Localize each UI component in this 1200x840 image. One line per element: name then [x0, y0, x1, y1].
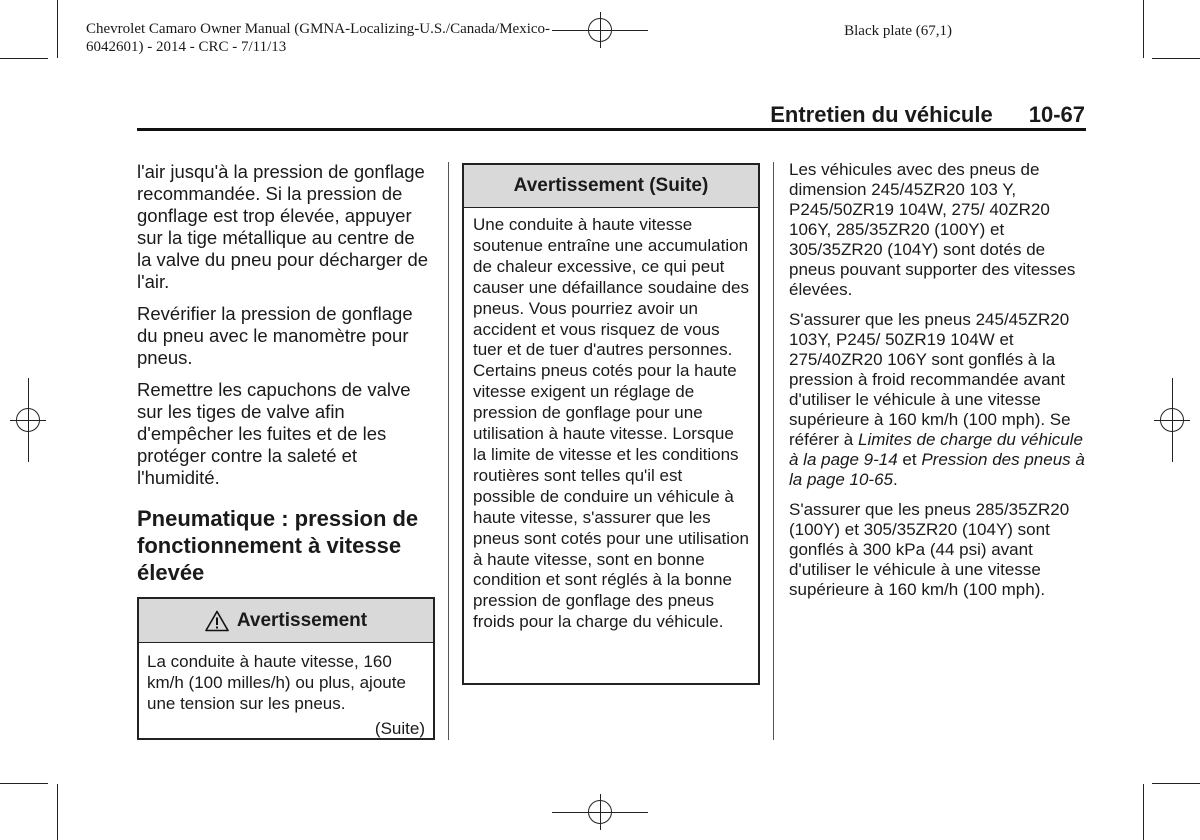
- page-header: [770, 102, 1085, 128]
- warning-triangle-icon: [205, 610, 229, 632]
- subheading: Pneumatique : pression de fonctionnement à vitesse élevée: [137, 506, 419, 585]
- paragraph: S'assurer que les pneus 285/35ZR20 (100Y) et 305/35ZR20 (104Y) sont gonflés à 300 kPa (44 psi) avant d'utiliser le véhicule à une vitesse supérieure à 160 km/h (100 mph).: [789, 500, 1070, 599]
- column-1: [137, 161, 432, 586]
- cross-reference-link[interactable]: Pression des pneus à la page 10-65: [789, 450, 1085, 489]
- column-divider: [773, 162, 774, 740]
- cross-reference-link[interactable]: Limites de charge du véhicule à la page 9-14: [789, 430, 1083, 469]
- registration-line: [552, 812, 648, 813]
- paragraph: [789, 310, 1089, 490]
- crop-mark: [1152, 783, 1200, 784]
- warning-title: Avertissement: [236, 609, 368, 631]
- paragraph-text: S'assurer que les pneus 245/45ZR20 103Y, P245/ 50ZR19 104W et 275/40ZR20 106Y sont gonflés à la pression à froid recommandée avant d'utiliser le véhicule à une vitesse supérieure à 160 km/h (100 mph). Se référer à: [789, 310, 1071, 449]
- crop-mark: [0, 58, 48, 59]
- column-divider: [448, 162, 449, 740]
- page-number: 10-67: [1028, 102, 1085, 127]
- print-job-line-1: Chevrolet Camaro Owner Manual (GMNA-Localizing-U.S./Canada/Mexico-: [86, 21, 551, 37]
- registration-line: [552, 30, 648, 31]
- warning-box: [137, 597, 435, 740]
- period: .: [892, 470, 898, 489]
- crop-mark: [1143, 784, 1144, 840]
- paragraph: l'air jusqu'à la pression de gonflage recommandée. Si la pression de gonflage est trop élevée, appuyer sur la tige métallique au centre de la valve du pneu pour décharger de l'air.: [137, 161, 429, 292]
- warning-text: La conduite à haute vitesse, 160 km/h (100 milles/h) ou plus, ajoute une tension sur les pneus.: [147, 652, 406, 713]
- print-job-line-2: 6042601) - 2014 - CRC - 7/11/13: [86, 39, 287, 55]
- column-3: [789, 160, 1089, 610]
- warning-header: Avertissement (Suite): [464, 165, 758, 208]
- warning-header: [139, 599, 433, 643]
- section-title: Entretien du véhicule: [770, 102, 993, 127]
- crop-mark: [1143, 0, 1144, 58]
- registration-line: [28, 378, 29, 462]
- paragraph: Remettre les capuchons de valve sur les tiges de valve afin d'empêcher les fuites et de les protéger contre la saleté et l'humidité.: [137, 379, 411, 488]
- conjunction: et: [897, 450, 922, 469]
- warning-text: Une conduite à haute vitesse soutenue entraîne une accumulation de chaleur excessive, ce qui peut causer une défaillance soudaine des pneus. Vous pourriez avoir un accident et vous risquez de vous tuer et de tuer d'autres personnes. Certains pneus cotés pour la haute vitesse exigent un réglage de pression de gonflage pour une utilisation à haute vitesse. Lorsque la limite de vitesse et les conditions routières sont telles qu'il est possible de conduire un véhicule à haute vitesse, s'assurer que les pneus sont cotés pour une utilisation à haute vitesse, sont en bonne condition et sont réglés à la bonne pression de gonflage des pneus froids pour la charge du véhicule.: [473, 215, 749, 632]
- continued-label: (Suite): [374, 719, 425, 738]
- print-job-header: [86, 20, 606, 56]
- paragraph: Les véhicules avec des pneus de dimension 245/45ZR20 103 Y, P245/50ZR19 104W, 275/ 40ZR20 106Y, 285/35ZR20 (100Y) et 305/35ZR20 (104Y) sont dotés de pneus pouvant supporter des vitesses élevées.: [789, 160, 1076, 299]
- warning-box-continued: [462, 163, 760, 685]
- header-rule: [137, 128, 1086, 131]
- registration-line: [1172, 378, 1173, 462]
- plate-label: Black plate (67,1): [844, 23, 952, 39]
- crop-mark: [57, 784, 58, 840]
- crop-mark: [1152, 58, 1200, 59]
- crop-mark: [0, 783, 48, 784]
- warning-body: [139, 643, 433, 747]
- paragraph: Revérifier la pression de gonflage du pneu avec le manomètre pour pneus.: [137, 303, 413, 368]
- crop-mark: [57, 0, 58, 58]
